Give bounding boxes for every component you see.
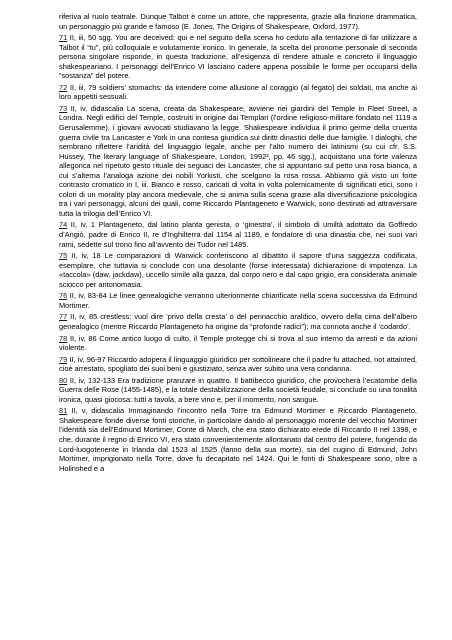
footnote-text: II, iv, 96-97 Riccardo adopera il linguaggio giuridico per sottolineare che il padre fu attached, not attainted, cioè arrestato, spogliato dei suoi beni e giustiziato, senza aver subito una vera condanna.: [59, 354, 417, 374]
footnote-number-link[interactable]: 75: [59, 251, 68, 261]
footnote-text: II, iv, 83-84 Le linee genealogiche verranno ulteriormente chiarificate nella scena successiva da Edmund Mortimer.: [59, 291, 417, 310]
footnote-text: II, iv, didascalia La scena, creata da Shakespeare, avviene nei giardini del Temple in Fleet Street, a Londra. Negli edifici del Temple, costruiti in origine dai Templari (l’ordine religioso-militare fondato nel 1119 a Gerusalemme), i giovani avvocati studiavano la legge. Shakespeare individua il primo germe della cruenta guerra civile tra Lancaster e York in una contesa giuridica sui diritti dinastici delle due famiglie. I dialoghi, che sembrano riflettere l’aridità del linguaggio legale, anche per l’alto numero dei latinismi (su cui cfr. S.S. Hussey, The literary language of Shakespeare, London, 1992², pp. 46 sgg.), acquistano una forte valenza allegorica nel ripetuto gesto rituale dei seguaci dei Lancaster, che si appuntano sul petto una rosa bianca, a cui s’alterna l’analoga azione dei nobili Yorkisti, che scelgono la rosa rossa. Abbiamo già visto un forte contrasto cromatico in I, iii. Bianco e rosso, caricati di volta in volta polemicamente di significati etici, sono i colori di un morality play ancora medievale, che si anima sulla scena grazie alla diversificazione psicologica tra i vari personaggi, alcuni dei quali, come Riccardo Plantageneto e Warwick, sono destinati ad attraversare tutta la trilogia dell’Enrico VI.: [59, 103, 417, 218]
footnote-81: [59, 406, 417, 473]
footnote-number-link[interactable]: 74: [59, 220, 68, 230]
footnote-text: II, iv, 85 crestless: vuol dire ‘privo della cresta’ o del pennacchio araldico, ovvero della cima dell’albero genealogico (mentre Riccardo Plantageneto ha origine da “profonde radici”); ma connota anche il ‘codardo’.: [59, 312, 417, 331]
footnote-number-link[interactable]: 72: [59, 82, 68, 92]
footnote-text: II, iv, 86 Come antico luogo di culto, il Temple protegge chi si trova al suo interno da arresti e da azioni violente.: [59, 333, 417, 353]
footnote-72: [59, 83, 417, 102]
footnote-text: II, iv, 18 Le comparazioni di Warwick conferiscono al dibattito il sapore d’una saggezza codificata, esemplare, che tuttavia si conclude con una desolante (forse interessata) dichiarazione di impotenza. La «taccola» (daw, jackdaw), uccello simile alla gazza, dal corpo nero e dal capo grigio, era considerata animale sciocco per antonomasia.: [59, 251, 417, 289]
footnote-number-link[interactable]: 79: [59, 354, 68, 364]
footnote-71: [59, 33, 417, 81]
footnote-continuation: [59, 12, 417, 31]
footnote-number-link[interactable]: 73: [59, 103, 68, 113]
footnote-number-link[interactable]: 77: [59, 312, 68, 322]
footnote-77: [59, 312, 417, 331]
footnote-73: [59, 104, 417, 219]
footnote-text: II, v, didascalia Immaginando l’incontro nella Torre tra Edmund Mortimer e Riccardo Plantageneto, Shakespeare fonde diverse fonti storiche, in particolare dando al personaggio morente del vecchio Mortimer l’identità sia dell’Edmund Mortimer, Conte di March, che era stato dichiarato erede di Riccardo II nel 1398, e che, durante il regno di Enrico VI, era stato convenientemente allontanato dal centro del potere, fungendo da Lord-luogotenente in Irlanda dal 1523 al 1525 (fanno della sua morte), sia del cugino di Edmund, John Mortimer, imprigionato nella Torre, dove fu decapitato nel 1424. Qui le fonti di Shakespeare sono, oltre a Holinshed e a: [59, 406, 417, 473]
footnote-number-link[interactable]: 81: [59, 406, 68, 416]
footnote-number-link[interactable]: 76: [59, 291, 68, 301]
footnote-76: [59, 291, 417, 310]
footnote-text: II, iii, 79 soldiers’ stomachs: da intendere come allusione al coraggio (al fegato) dei soldati, ma anche ai loro appetiti sessuali.: [59, 82, 417, 102]
footnote-75: [59, 251, 417, 289]
footnote-text: II, iii, 50 sgg. You are deceived: qui e nel seguito della scena ho ceduto alla tentazione di far utilizzare a Talbot il “tu”, più colloquiale e volutamente ironico. In generale, la scelta del pronome personale di seconda persona singolare risponde, in questa traduzione, all’esigenza di rendere attuale e concreto il linguaggio shakespeariano. I personaggi dell’Enrico VI lasciano cadere appena possibile le forme per occuparsi della “sostanza” del potere.: [59, 33, 417, 81]
footnote-number-link[interactable]: 78: [59, 333, 68, 343]
footnote-text: II, iv, 1 Plantageneto, dal latino planta genista, o ‘ginestra’, il simbolo di umiltà adottato da Goffredo d’Angiò, padre di Enrico II, re d’Inghilterra dal 1154 al 1189, e fondatore di una dinastia che, nei suoi vari rami, sedette sul trono fino all’avvento dei Tudor nel 1485.: [59, 220, 417, 249]
footnote-number-link[interactable]: 80: [59, 375, 68, 385]
footnote-text: riferiva al ruolo teatrale. Dunque Talbot è come un attore, che rappresenta, grazie alla finzione drammatica, un personaggio più grande e famoso (E. Jones, The Origins of Shakespeare, Oxford, 1977).: [59, 12, 417, 31]
footnote-text: II, iv, 132-133 Era tradizione pranzare in quattro. Il battibecco giuridico, che provocherà l’ecatombe della Guerra delle Rose (1455-1485), e la totale destabilizzazione della società feudale, si conclude su una tonalità ironica, quasi giocosa: tutti a tavola, a bere vino e, per il momento, non sangue.: [59, 375, 417, 404]
footnote-80: [59, 376, 417, 405]
footnote-74: [59, 220, 417, 249]
footnote-78: [59, 334, 417, 353]
footnote-79: [59, 355, 417, 374]
footnotes-page: [59, 12, 417, 475]
footnote-number-link[interactable]: 71: [59, 33, 68, 43]
